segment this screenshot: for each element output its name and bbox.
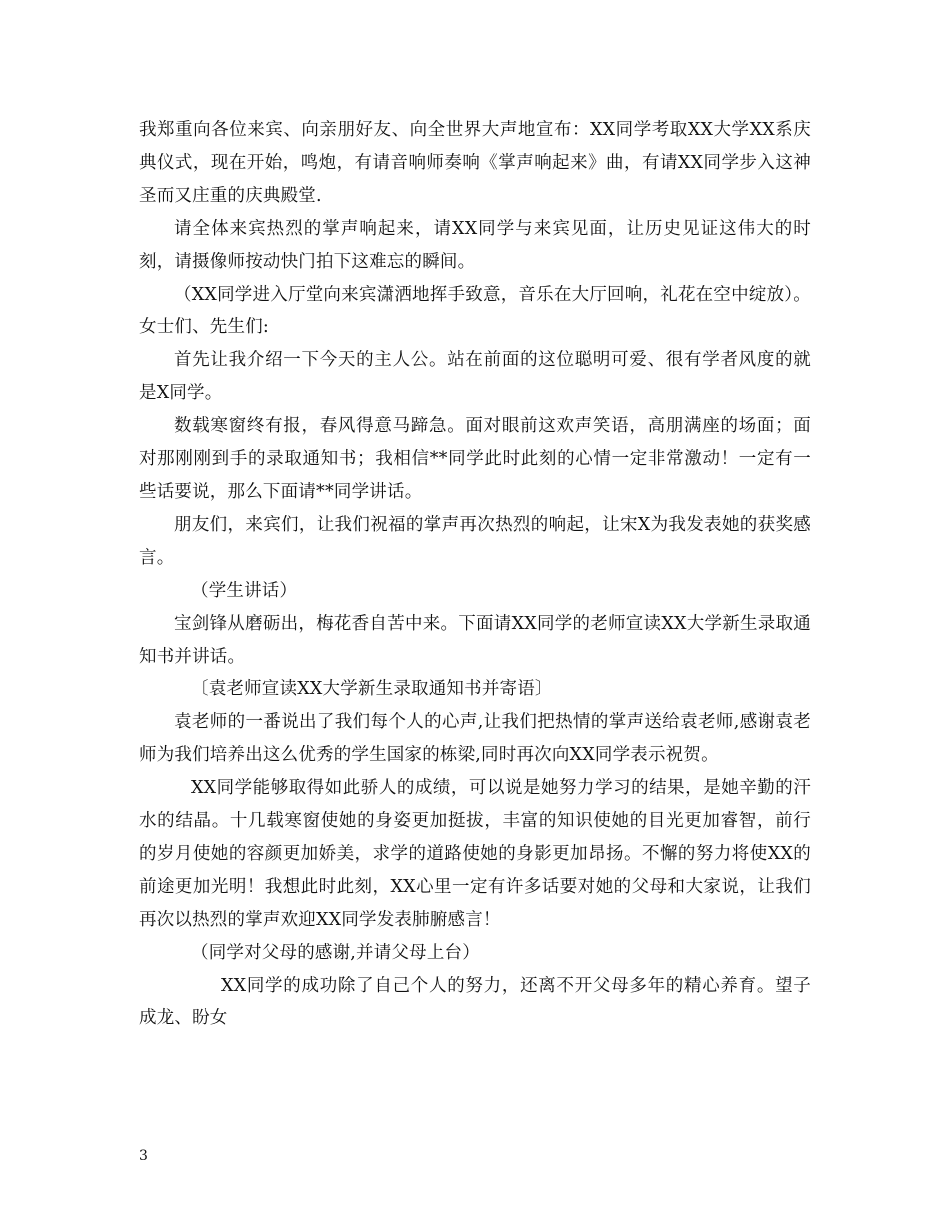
paragraph-parents-note: （同学对父母的感谢,并请父母上台）: [191, 942, 480, 963]
body-text: [139, 114, 811, 1035]
paragraph-achievement: XX同学能够取得如此骄人的成绩，可以说是她努力学习的结果，是她辛勤的汗水的结晶。十几载寒窗使她的身姿更加挺拔，丰富的知识使她的目光更加睿智，前行的岁月使她的容颜更加娇美，求学的道路使她的身影更加昂扬。不懈的努力将使XX的前途更加光明！我想此时此刻，XX心里一定有许多话要对她的父母和大家说，让我们再次以热烈的掌声欢迎XX同学发表肺腑感言！: [139, 778, 811, 930]
paragraph-introduction: 首先让我介绍一下今天的主人公。站在前面的这位聪明可爱、很有学者风度的就是X同学。: [139, 350, 811, 404]
paragraph-student-speech-invite: 数载寒窗终有报，春风得意马蹄急。面对眼前这欢声笑语，高朋满座的场面；面对那刚刚到手的录取通知书；我相信**同学此时此刻的心情一定非常激动！一定有一些话要说，那么下面请**同学讲话。: [139, 416, 811, 502]
paragraph-announcement: 我郑重向各位来宾、向亲朋好友、向全世界大声地宣布：XX同学考取XX大学XX系庆典仪式，现在开始，鸣炮，有请音响师奏响《掌声响起来》曲，有请XX同学步入这神圣而又庄重的庆典殿堂.: [139, 120, 811, 206]
paragraph-applause-request: 请全体来宾热烈的掌声响起来，请XX同学与来宾见面，让历史见证这伟大的时刻，请摄像师按动快门拍下这难忘的瞬间。: [139, 218, 811, 272]
paragraph-parents-thanks: XX同学的成功除了自己个人的努力，还离不开父母多年的精心养育。望子成龙、盼女: [139, 975, 811, 1029]
paragraph-student-enters: （XX同学进入厅堂向来宾潇洒地挥手致意，音乐在大厅回响，礼花在空中绽放）。 女士们、先生们:: [139, 284, 811, 338]
paragraph-teacher-reads-note: 〔袁老师宣读XX大学新生录取通知书并寄语〕: [191, 679, 553, 700]
page-number: 3: [139, 1148, 148, 1164]
paragraph-friends-applause: 朋友们，来宾们，让我们祝福的掌声再次热烈的响起，让宋X为我发表她的获奖感言。: [139, 514, 811, 568]
paragraph-teacher-invite: 宝剑锋从磨砺出，梅花香自苦中来。下面请XX同学的老师宣读XX大学新生录取通知书并讲话。: [139, 613, 811, 667]
paragraph-student-speech-note: （学生讲话）: [191, 580, 298, 601]
paragraph-thanks-teacher: 袁老师的一番说出了我们每个人的心声,让我们把热情的掌声送给袁老师,感谢袁老师为我们培养出这么优秀的学生国家的栋梁,同时再次向XX同学表示祝贺。: [139, 712, 811, 766]
